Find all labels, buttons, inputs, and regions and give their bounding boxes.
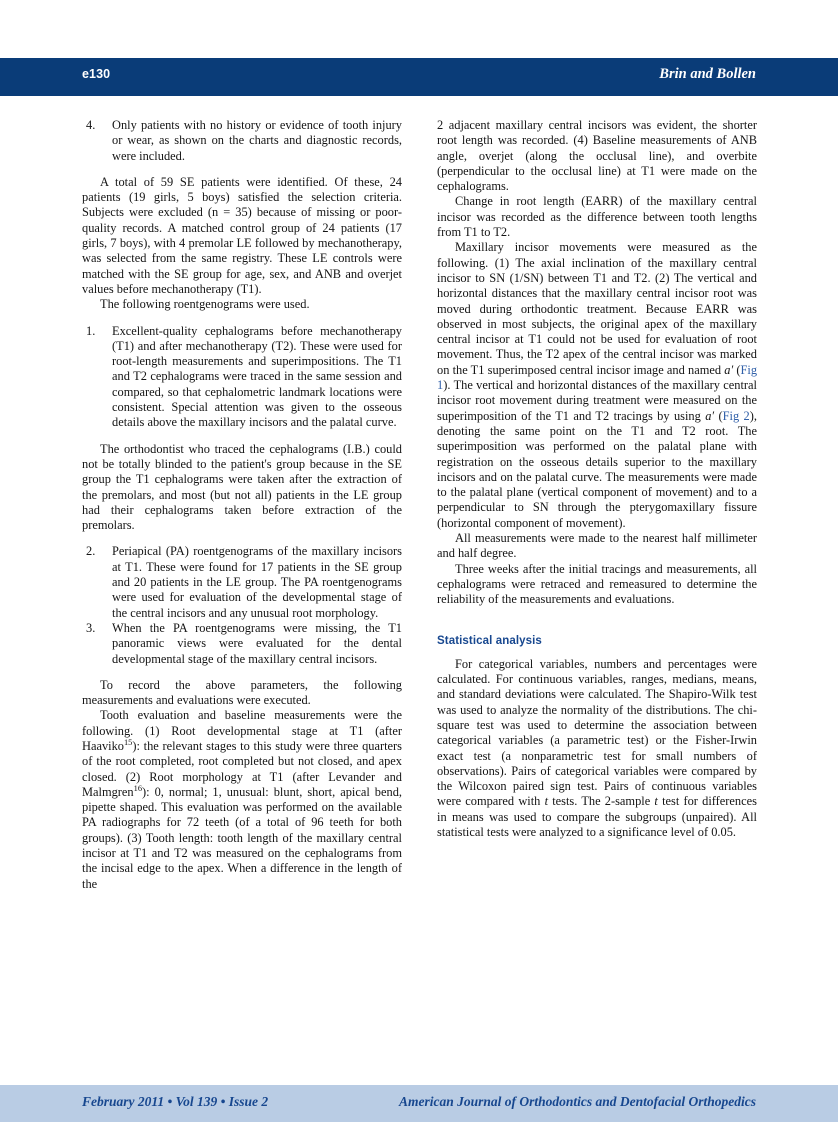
list-item-number: 4. (86, 118, 96, 132)
t-test-italic-1: t (544, 794, 549, 809)
footer-issue-info: February 2011 • Vol 139 • Issue 2 (82, 1094, 269, 1109)
list-item (82, 118, 402, 164)
tooth-eval-text-b: ): the relevant stages to this study were three quarters of the root completed, root completed but not closed, and apex closed. (2) Root morphology at T1 (after Levander and Malmgren (82, 738, 402, 799)
movements-text-c: , denoting the same point on the T1 and T2 root. The superimposition was performed on the palatal plane with registration on the osseous details superior to the maxillary incisors and on the palatal curve. The measurements were made to the palatal plane (vertical component of movement) and to a perpendicular to SN through the pterygomaxillary fissure (horizontal component of movement). (437, 408, 757, 530)
movements-text-a: Maxillary incisor movements were measured as the following. (1) The axial inclination of the maxillary central incisor to SN (1/SN) between T1 and T2. (2) The vertical and horizontal distances that the maxillary central incisor root was moved during orthodontic treatment. Because EARR was observed in most subjects, the original apex of the maxillary central incisor at T1 could not be used for evaluation of root movement. Thus, the T2 apex of the central incisor was marked on the T1 superimposed central incisor image and named (437, 240, 757, 377)
list-item-number: 3. (86, 620, 96, 635)
heading-spacer (437, 649, 757, 657)
list-item (82, 621, 402, 667)
paragraph-spacer (82, 533, 402, 544)
paragraph-orthodontist-blinding: The orthodontist who traced the cephalograms (I.B.) could not be totally blinded to the patient's group because in the SE group the T1 cephalograms were taken after the extraction of the premolars, and most (but not all) patients in the LE group had their cephalograms taken before extraction of the premolars. (82, 441, 402, 533)
list-item-number: 1. (86, 323, 96, 338)
paragraph-tooth-evaluation (82, 708, 402, 892)
list-item (82, 544, 402, 620)
apex-label-a-prime-2: a′ (705, 408, 715, 423)
paragraph-total-se-patients: A total of 59 SE patients were identified. Of these, 24 patients (19 girls, 5 boys) satisfied the selection criteria. Subjects were excluded (n = 35) because of missing or poor-quality records. A matched control group of 24 patients (17 girls, 7 boys), with 4 premolar LE followed by mechanotherapy, was selected from the same registry. These LE controls were matched with the SE group for age, sex, and ANB and overjet values before mechanotherapy (T1). (82, 174, 402, 296)
header-page-number: e130 (82, 67, 111, 81)
paragraph-reliability-retracing: Three weeks after the initial tracings and measurements, all cephalograms were retraced and remeasured to determine the reliability of the measurements and evaluations. (437, 561, 757, 607)
paragraph-spacer (82, 667, 402, 678)
list-item-number: 2. (86, 544, 96, 559)
list-item-text: Periapical (PA) roentgenograms of the maxillary incisors at T1. These were found for 17 patients in the SE group and 20 patients in the LE group. The PA roentgenograms were used for evaluation of the developmental stage of the central incisors and any unusual root morphology. (112, 544, 402, 620)
paragraph-measurement-precision: All measurements were made to the nearest half millimeter and half degree. (437, 531, 757, 561)
footer-journal-name: American Journal of Orthodontics and Dentofacial Orthopedics (398, 1094, 756, 1109)
right-column (437, 118, 757, 840)
list-item-text: Only patients with no history or evidence of tooth injury or wear, as shown on the charts and diagnostic records, were included. (112, 118, 402, 163)
list-item-text: When the PA roentgenograms were missing, the T1 panoramic views were evaluated for the dental developmental stage of the maxillary central incisors. (112, 620, 402, 666)
paragraph-roentgenograms-used: The following roentgenograms were used. (100, 297, 310, 312)
header-running-authors: Brin and Bollen (659, 66, 756, 82)
paragraph-spacer (82, 313, 402, 324)
figure-2-link[interactable]: Fig 2 (722, 408, 750, 423)
stats-text-c: test for differences in means was used to compare the subgroups (unpaired). All statistical tests were analyzed to a significance level of 0.05. (437, 794, 757, 840)
paragraph-continued-from-left: 2 adjacent maxillary central incisors was evident, the shorter root length was recorded. (4) Baseline measurements of ANB angle, overjet (along the occlusal line), and overbite (perpendicular to the occlusal line) at T1 were made on the cephalograms. (437, 118, 757, 194)
list-item (82, 324, 402, 431)
paragraph-statistical-methods (437, 657, 757, 841)
left-column (82, 118, 402, 892)
list-item-text: Excellent-quality cephalograms before mechanotherapy (T1) and after mechanotherapy (T2). These were used for root-length measurements and superimpositions. The T1 and T2 cephalograms were traced in the same session and compared, so that cephalometric landmark locations were consistent. Special attention was given to the osseous details above the maxillary incisors and the palatal curve. (112, 323, 402, 430)
tooth-eval-text-c: ): 0, normal; 1, unusual: blunt, short, apical bend, pipette shaped. This evaluation was performed on the available PA radiographs for 72 teeth (of a total of 96 teeth for both groups). (3) Tooth length: tooth length of the maxillary central incisor at T1 and T2 was measured on the cephalograms from the incisal edge to the apex. When a difference in the length of the (82, 784, 402, 891)
paragraph-to-record-parameters: To record the above parameters, the following measurements and evaluations were executed. (82, 677, 402, 708)
movements-text-b: . The vertical and horizontal distances of the maxillary central incisor root movement during treatment were measured on the superimposition of the T1 and T2 tracings by using (437, 378, 757, 423)
stats-text-b: tests. The 2-sample (552, 794, 651, 809)
paragraph-incisor-movements: Maxillary incisor movements were measured as the following. (1) The axial inclination of the maxillary central incisor to SN (1/SN) between T1 and T2. (2) The vertical and horizontal distances that the maxillary central incisor root was moved during orthodontic treatment. Because EARR was observed in most subjects, the original apex of the maxillary central incisor at T1 could not be used for evaluation of root movement. Thus, the T2 apex of the central incisor was marked on the T1 superimposed central incisor image and named a′ (Fig 1). The vertical and horizontal distances of the maxillary central incisor root movement during treatment were measured on the superimposition of the T1 and T2 tracings by using a′ (Fig 2), denoting the same point on the T1 and T2 root. The superimposition was performed on the palatal plane with registration on the osseous details superior to the maxillary incisors and on the palatal curve. The measurements were made to the palatal plane (vertical component of movement) and to a perpendicular to SN through the pterygomaxillary fissure (horizontal component of movement). (437, 240, 758, 530)
reference-marker-15: 15 (123, 737, 133, 747)
t-test-italic-2: t (654, 794, 658, 809)
paragraph-spacer (82, 431, 402, 442)
section-heading-statistical-analysis: Statistical analysis (437, 634, 542, 647)
stats-text-a: For categorical variables, numbers and percentages were calculated. For continuous variables, ranges, medians, means, and standard deviations were calculated. The Shapiro-Wilk test was used to analyze the normality of the distributions. The chi-square test was used to determine the association between categorical variables (a parametric test) or the Fisher-Irwin exact test (a nonparametric test for small numbers of observations). Pairs of categorical variables were compared by the Wilcoxon paired sign test. Pairs of continuous variables were compared with (437, 656, 757, 809)
section-spacer (437, 608, 757, 634)
tooth-eval-text-a: Tooth evaluation and baseline measurements were the following. (1) Root developmental stage at T1 (after Haaviko (82, 708, 402, 753)
figure-1-link[interactable]: Fig 1 (437, 362, 758, 393)
reference-marker-16: 16 (133, 783, 142, 793)
paragraph-earr-definition: Change in root length (EARR) of the maxillary central incisor was recorded as the difference between tooth lengths from T1 to T2. (437, 194, 757, 240)
apex-label-a-prime-1: a′ (724, 362, 734, 377)
page-content (0, 118, 838, 1028)
paragraph-spacer (82, 164, 402, 175)
